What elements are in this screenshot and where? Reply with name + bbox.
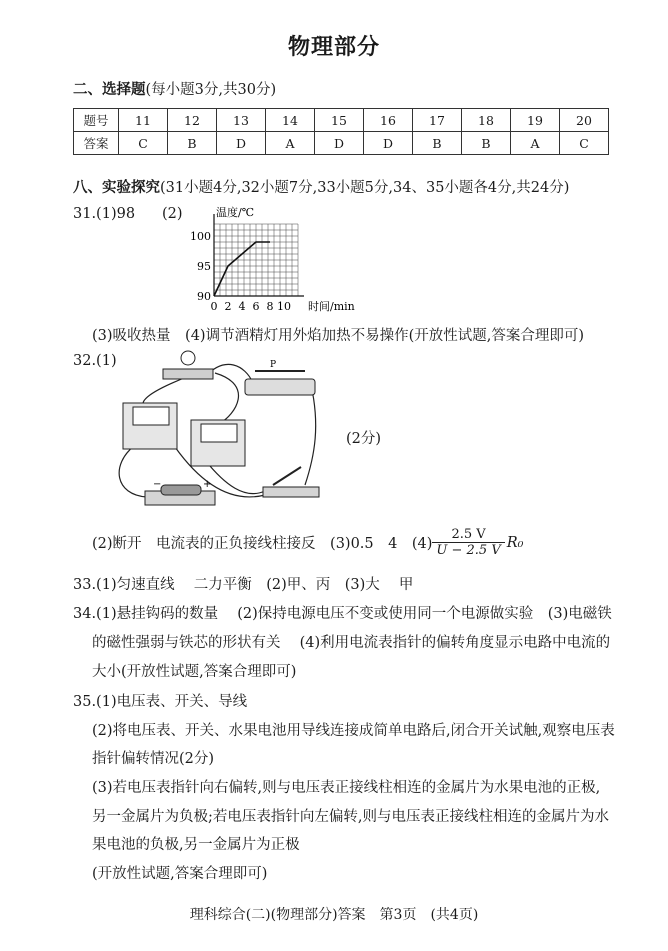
- chart-axes: [214, 214, 304, 296]
- table-cell: D: [364, 132, 413, 155]
- q35-line-7: (开放性试题,答案合理即可): [92, 866, 268, 882]
- battery-cell: [161, 485, 201, 495]
- table-row: [74, 109, 609, 132]
- chart-ticks: [190, 230, 291, 313]
- section-8-title: 八、实验探究: [73, 180, 160, 196]
- x-tick-label: 0: [210, 300, 218, 313]
- q32-score: (2分): [346, 431, 382, 447]
- q31-part2: (2): [162, 206, 183, 222]
- table-cell: D: [217, 132, 266, 155]
- table-cell: D: [315, 132, 364, 155]
- voltmeter-dial: [201, 424, 237, 442]
- q35-line-2: (2)将电压表、开关、水果电池用导线连接成简单电路后,闭合开关试触,观察电压表: [92, 723, 615, 739]
- battery-plus-label: +: [203, 479, 212, 490]
- section-2-title: 二、选择题: [73, 82, 146, 98]
- x-tick-label: 6: [252, 300, 260, 313]
- table-cell: 11: [119, 109, 168, 132]
- rheostat: [245, 379, 315, 395]
- q32-line2-text: (2)断开 电流表的正负接线柱接反 (3)0.5 4 (4): [92, 536, 433, 552]
- section-8-heading: [73, 176, 569, 197]
- battery-minus-label: −: [153, 479, 162, 490]
- table-cell: 15: [315, 109, 364, 132]
- table-cell: A: [266, 132, 315, 155]
- chart-ylabel: 温度/℃: [216, 206, 255, 219]
- fraction-numerator: 2.5 V: [432, 527, 504, 543]
- chart-series-line: [214, 242, 270, 296]
- q31-line2: (3)吸收热量 (4)调节酒精灯用外焰加热不易操作(开放性试题,答案合理即可): [92, 328, 584, 344]
- q34-line-1: 34.(1)悬挂钩码的数量 (2)保持电源电压不变或使用同一个电源做实验 (3)电磁铁: [73, 606, 612, 622]
- table-cell: B: [462, 132, 511, 155]
- q31-part1: 31.(1)98: [73, 206, 136, 222]
- x-tick-label: 4: [238, 300, 246, 313]
- q33-line: 33.(1)匀速直线 二力平衡 (2)甲、丙 (3)大 甲: [73, 577, 414, 593]
- table-cell: 19: [511, 109, 560, 132]
- section-2-heading: [73, 78, 276, 99]
- q34-line-3: 大小(开放性试题,答案合理即可): [92, 664, 297, 680]
- x-tick-label: 10: [277, 300, 291, 313]
- q35-line-5: 另一金属片为负极;若电压表指针向左偏转,则与电压表正接线柱相连的金属片为水: [92, 809, 609, 825]
- table-cell: B: [168, 132, 217, 155]
- page-footer: 理科综合(二)(物理部分)答案 第3页 (共4页): [189, 907, 479, 923]
- x-tick-label: 8: [266, 300, 274, 313]
- table-cell: C: [560, 132, 609, 155]
- table-cell: A: [511, 132, 560, 155]
- fraction-denominator: U − 2.5 V: [436, 543, 501, 558]
- switch-base: [263, 487, 319, 497]
- table-cell: 18: [462, 109, 511, 132]
- q32-fraction: [432, 527, 504, 558]
- bulb-icon: [181, 351, 195, 365]
- y-tick-label: 95: [197, 260, 211, 273]
- y-tick-label: 100: [190, 230, 211, 243]
- chart-grid: [214, 224, 298, 296]
- fraction-tail: R₀: [506, 534, 524, 551]
- table-cell: 17: [413, 109, 462, 132]
- row-label-answers: 答案: [74, 132, 119, 155]
- section-2-note: (每小题3分,共30分): [145, 82, 277, 98]
- q34-line-2: 的磁性强弱与铁芯的形状有关 (4)利用电流表指针的偏转角度显示电路中电流的: [92, 635, 611, 651]
- rheostat-p-label: P: [270, 360, 277, 370]
- table-cell: 13: [217, 109, 266, 132]
- table-cell: 16: [364, 109, 413, 132]
- table-cell: C: [119, 132, 168, 155]
- q35-line-4: (3)若电压表指针向右偏转,则与电压表正接线柱相连的金属片为水果电池的正极,: [92, 780, 601, 796]
- q32-line2: [92, 527, 523, 558]
- y-tick-label: 90: [197, 290, 211, 303]
- table-row: [74, 132, 609, 155]
- ammeter-dial: [133, 407, 169, 425]
- table-cell: 12: [168, 109, 217, 132]
- row-label-numbers: 题号: [74, 109, 119, 132]
- x-tick-label: 2: [224, 300, 232, 313]
- q35-line-1: 35.(1)电压表、开关、导线: [73, 694, 248, 710]
- temperature-chart: [190, 202, 370, 320]
- table-cell: B: [413, 132, 462, 155]
- page-title: 物理部分: [287, 35, 380, 60]
- q32-part1: 32.(1): [73, 353, 117, 369]
- chart-xlabel: 时间/min: [308, 300, 355, 313]
- q35-line-3: 指针偏转情况(2分): [92, 751, 215, 767]
- answer-table: [73, 108, 609, 155]
- q35-line-6: 果电池的负极,另一金属片为正极: [92, 837, 300, 853]
- table-cell: 20: [560, 109, 609, 132]
- circuit-diagram: [105, 345, 335, 515]
- bulb-board: [163, 369, 213, 379]
- switch-lever: [273, 467, 301, 485]
- section-8-note: (31小题4分,32小题7分,33小题5分,34、35小题各4分,共24分): [160, 180, 570, 196]
- table-cell: 14: [266, 109, 315, 132]
